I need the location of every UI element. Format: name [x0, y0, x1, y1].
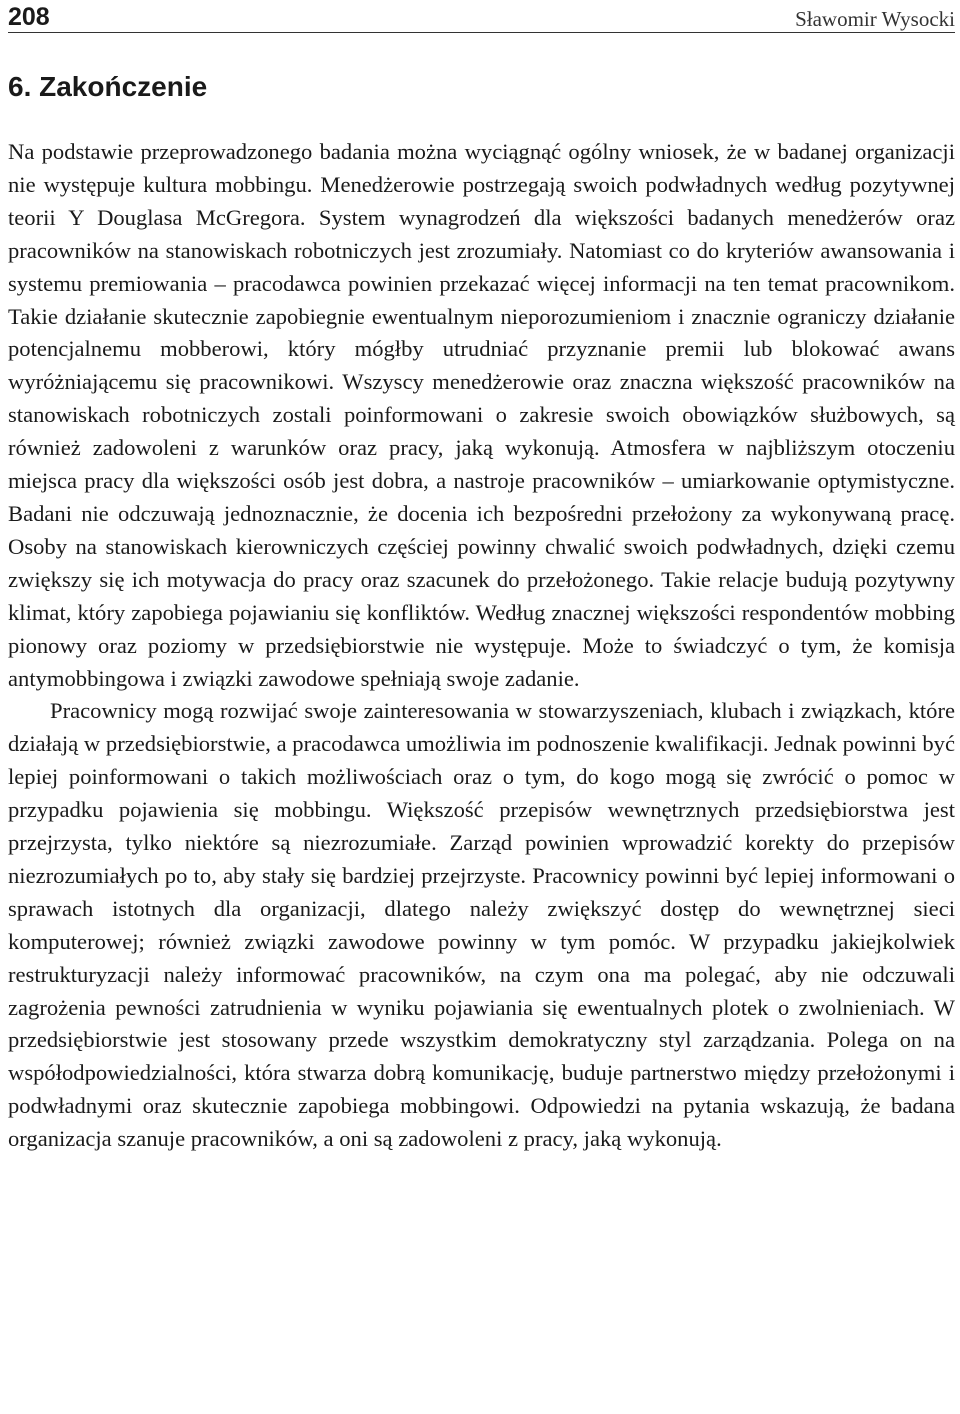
paragraph-1: Na podstawie przeprowadzonego badania można wyciągnąć ogólny wniosek, że w badanej organizacji nie występuje kultura mobbingu. Menedżerowie postrzegają swoich podwładnych według pozytywnej teorii Y Douglasa McGregora. System wynagrodzeń dla większości badanych menedżerów oraz pracowników na stanowiskach robotniczych jest zrozumiały. Natomiast co do kryteriów awansowania i systemu premiowania – pracodawca powinien przekazać więcej informacji na ten temat pracownikom. Takie działanie skutecznie zapobiegnie ewentualnym nieporozumieniom i znacznie ograniczy działanie potencjalnemu mobberowi, który mógłby utrudniać przyznanie premii lub blokować awans wyróżniającemu się pracownikowi. Wszyscy menedżerowie oraz znaczna większość pracowników na stanowiskach robotniczych zostali poinformowani o zakresie swoich obowiązków służbowych, są również zadowoleni z warunków oraz pracy, jaką wykonują. Atmosfera w najbliższym otoczeniu miejsca pracy dla większości osób jest dobra, a nastroje pracowników – umiarkowanie optymistyczne. Badani nie odczuwają jednoznacznie, że docenia ich bezpośredni przełożony za wykonywaną pracę. Osoby na stanowiskach kierowniczych częściej powinny chwalić swoich podwładnych, dzięki czemu zwiększy się ich motywacja do pracy oraz szacunek do przełożonego. Takie relacje budują pozytywny klimat, który zapobiega pojawianiu się konfliktów. Według znacznej większości respondentów mobbing pionowy oraz poziomy w przedsiębiorstwie nie występuje. Może to świadczyć o tym, że komisja antymobbingowa i związki zawodowe spełniają swoje zadanie. [8, 139, 955, 691]
running-header [8, 0, 955, 33]
section-heading: 6. Zakończenie [8, 71, 208, 102]
running-author: Sławomir Wysocki [795, 7, 955, 31]
body-text [8, 136, 955, 1156]
document-page [8, 0, 955, 1156]
paragraph-2: Pracownicy mogą rozwijać swoje zainteresowania w stowarzyszeniach, klubach i związkach, które działają w przedsiębiorstwie, a pracodawca umożliwia im podnoszenie kwalifikacji. Jednak powinni być lepiej poinformowani o takich możliwościach oraz o tym, do kogo mogą się zwrócić o pomoc w przypadku pojawienia się mobbingu. Większość przepisów wewnętrznych przedsiębiorstwa jest przejrzysta, tylko niektóre są niezrozumiałe. Zarząd powinien wprowadzić korekty do przepisów niezrozumiałych po to, aby stały się bardziej przejrzyste. Pracownicy powinni być lepiej informowani o sprawach istotnych dla organizacji, dlatego należy zwiększyć dostęp do wewnętrznej sieci komputerowej; również związki zawodowe powinny w tym pomóc. W przypadku jakiejkolwiek restrukturyzacji należy informować pracowników, na czym ona ma polegać, aby nie odczuwali zagrożenia pewności zatrudnienia w wyniku pojawiania się ewentualnych plotek o zwolnieniach. W przedsiębiorstwie jest stosowany przede wszystkim demokratyczny styl zarządzania. Polega on na współodpowiedzialności, która stwarza dobrą komunikację, buduje partnerstwo między przełożonymi i podwładnymi oraz skutecznie zapobiega mobbingowi. Odpowiedzi na pytania wskazują, że badana organizacja szanuje pracowników, a oni są zadowoleni z pracy, jaką wykonują. [8, 698, 955, 1152]
page-number: 208 [8, 3, 50, 31]
